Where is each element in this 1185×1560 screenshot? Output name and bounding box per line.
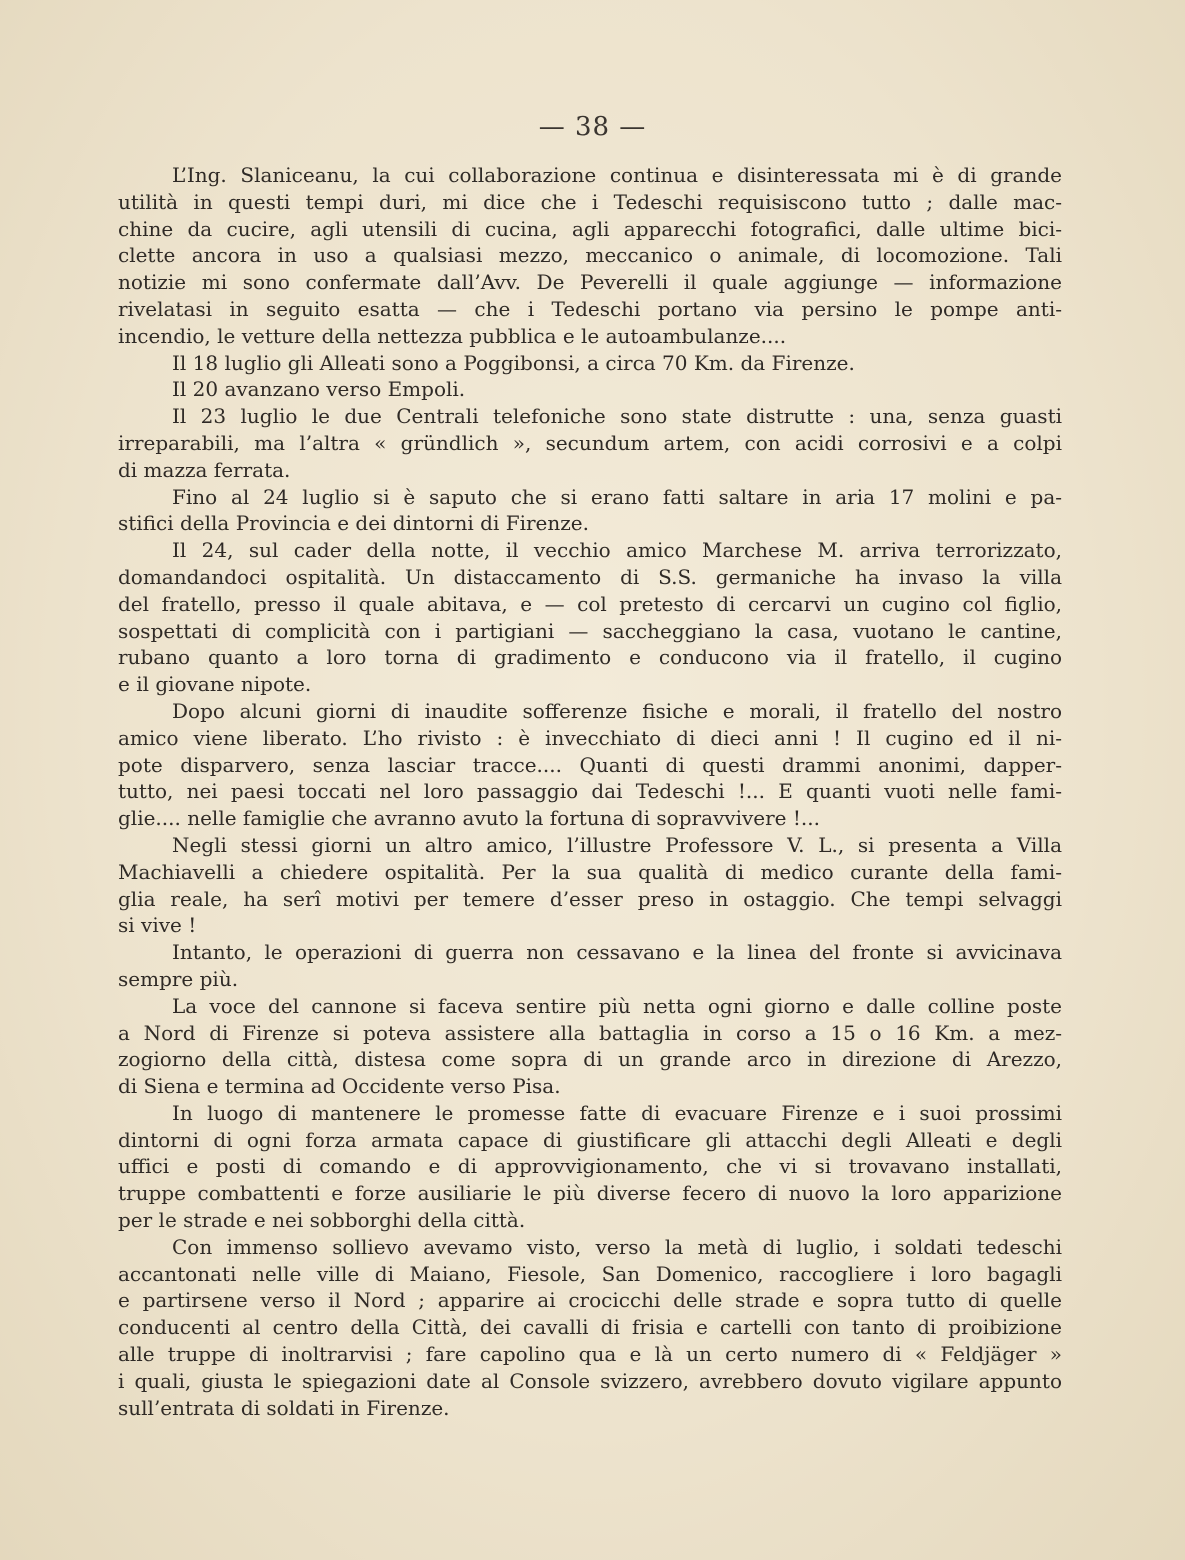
text-line: incendio, le vetture della nettezza pubblica e le autoambulanze.... — [118, 323, 787, 348]
text-line: L’Ing. Slaniceanu, la cui collaborazione continua e disinteressata mi è di grande — [172, 163, 1062, 187]
text-line: utilità in questi tempi duri, mi dice che i Tedeschi requisiscono tutto ; dalle mac- — [118, 189, 1062, 214]
text-line: a Nord di Firenze si poteva assistere alla battaglia in corso a 15 o 16 Km. a mez- — [118, 1020, 1062, 1045]
text-line: La voce del cannone si faceva sentire più netta ogni giorno e dalle colline poste — [172, 993, 1062, 1018]
text-line: irreparabili, ma l’altra « gründlich », secundum artem, con acidi corrosivi e a colpi — [118, 430, 1062, 455]
text-line: tutto, nei paesi toccati nel loro passaggio dai Tedeschi !... E quanti vuoti nelle fami- — [118, 779, 1062, 804]
text-line: domandandoci ospitalità. Un distaccamento di S.S. germaniche ha invaso la villa — [118, 564, 1062, 589]
text-line: In luogo di mantenere le promesse fatte di evacuare Firenze e i suoi prossimi — [172, 1100, 1062, 1125]
text-line: stifici della Provincia e dei dintorni di Firenze. — [118, 511, 589, 536]
text-line: rubano quanto a loro torna di gradimento e conducono via il fratello, il cugino — [118, 645, 1062, 670]
text-line: notizie mi sono confermate dall’Avv. De Peverelli il quale aggiunge — informazione — [118, 270, 1062, 295]
text-line: alle truppe di inoltrarvisi ; fare capolino qua e là un certo numero di « Feldjäger » — [118, 1342, 1062, 1367]
text-line: Il 23 luglio le due Centrali telefoniche sono state distrutte : una, senza guasti — [172, 404, 1062, 429]
text-line: pote disparvero, senza lasciar tracce.... Quanti di questi drammi anonimi, dapper- — [118, 752, 1062, 777]
text-line: clette ancora in uso a qualsiasi mezzo, meccanico o animale, di locomozione. Tali — [118, 243, 1062, 268]
text-line: accantonati nelle ville di Maiano, Fiesole, San Domenico, raccogliere i loro bagagli — [118, 1261, 1062, 1286]
text-line: zogiorno della città, distesa come sopra di un grande arco in direzione di Arezzo, — [118, 1047, 1062, 1072]
text-line: e il giovane nipote. — [118, 672, 312, 697]
text-line: per le strade e nei sobborghi della città. — [118, 1208, 526, 1233]
text-line: Il 24, sul cader della notte, il vecchio amico Marchese M. arriva terrorizzato, — [172, 538, 1062, 563]
text-line: sull’entrata di soldati in Firenze. — [118, 1395, 450, 1420]
page-number: — 38 — — [538, 112, 647, 142]
text-line: di mazza ferrata. — [118, 457, 291, 482]
text-line: sempre più. — [118, 966, 239, 991]
text-line: glia reale, ha serî motivi per temere d’esser preso in ostaggio. Che tempi selvaggi — [118, 886, 1062, 911]
text-line: Intanto, le operazioni di guerra non cessavano e la linea del fronte si avvicinava — [172, 940, 1062, 965]
text-line: si vive ! — [118, 913, 197, 938]
text-line: conducenti al centro della Città, dei cavalli di frisia e cartelli con tanto di proibizione — [118, 1315, 1062, 1340]
text-line: e partirsene verso il Nord ; apparire ai crocicchi delle strade e sopra tutto di quelle — [118, 1288, 1062, 1313]
text-line: Machiavelli a chiedere ospitalità. Per la sua qualità di medico curante della fami- — [118, 859, 1062, 884]
text-line: amico viene liberato. L’ho rivisto : è invecchiato di dieci anni ! Il cugino ed il ni- — [118, 725, 1062, 750]
text-line: dintorni di ogni forza armata capace di giustificare gli attacchi degli Alleati e degli — [118, 1127, 1062, 1152]
body-text — [118, 162, 1062, 1421]
text-line: glie.... nelle famiglie che avranno avuto la fortuna di sopravvivere !... — [118, 806, 820, 831]
text-line: sospettati di complicità con i partigiani — saccheggiano la casa, vuotano le cantine, — [118, 618, 1062, 643]
text-line: rivelatasi in seguito esatta — che i Tedeschi portano via persino le pompe anti- — [118, 296, 1062, 321]
text-line: i quali, giusta le spiegazioni date al Console svizzero, avrebbero dovuto vigilare appunto — [118, 1368, 1062, 1393]
text-line: Il 20 avanzano verso Empoli. — [172, 377, 466, 402]
text-line: Con immenso sollievo avevamo visto, verso la metà di luglio, i soldati tedeschi — [172, 1234, 1062, 1259]
text-line: chine da cucire, agli utensili di cucina, agli apparecchi fotografici, dalle ultime bici- — [118, 216, 1062, 241]
text-line: truppe combattenti e forze ausiliarie le più diverse fecero di nuovo la loro apparizione — [118, 1181, 1062, 1206]
text-line: Negli stessi giorni un altro amico, l’illustre Professore V. L., si presenta a Villa — [172, 832, 1062, 857]
text-line: uffici e posti di comando e di approvvigionamento, che vi si trovavano installati, — [118, 1154, 1062, 1179]
text-line: Fino al 24 luglio si è saputo che si erano fatti saltare in aria 17 molini e pa- — [172, 484, 1062, 509]
text-line: Dopo alcuni giorni di inaudite sofferenze fisiche e morali, il fratello del nostro — [172, 698, 1062, 723]
text-line: di Siena e termina ad Occidente verso Pisa. — [118, 1074, 561, 1099]
text-line: Il 18 luglio gli Alleati sono a Poggibonsi, a circa 70 Km. da Firenze. — [172, 350, 855, 375]
text-line: del fratello, presso il quale abitava, e — col pretesto di cercarvi un cugino col figlio, — [118, 591, 1062, 616]
